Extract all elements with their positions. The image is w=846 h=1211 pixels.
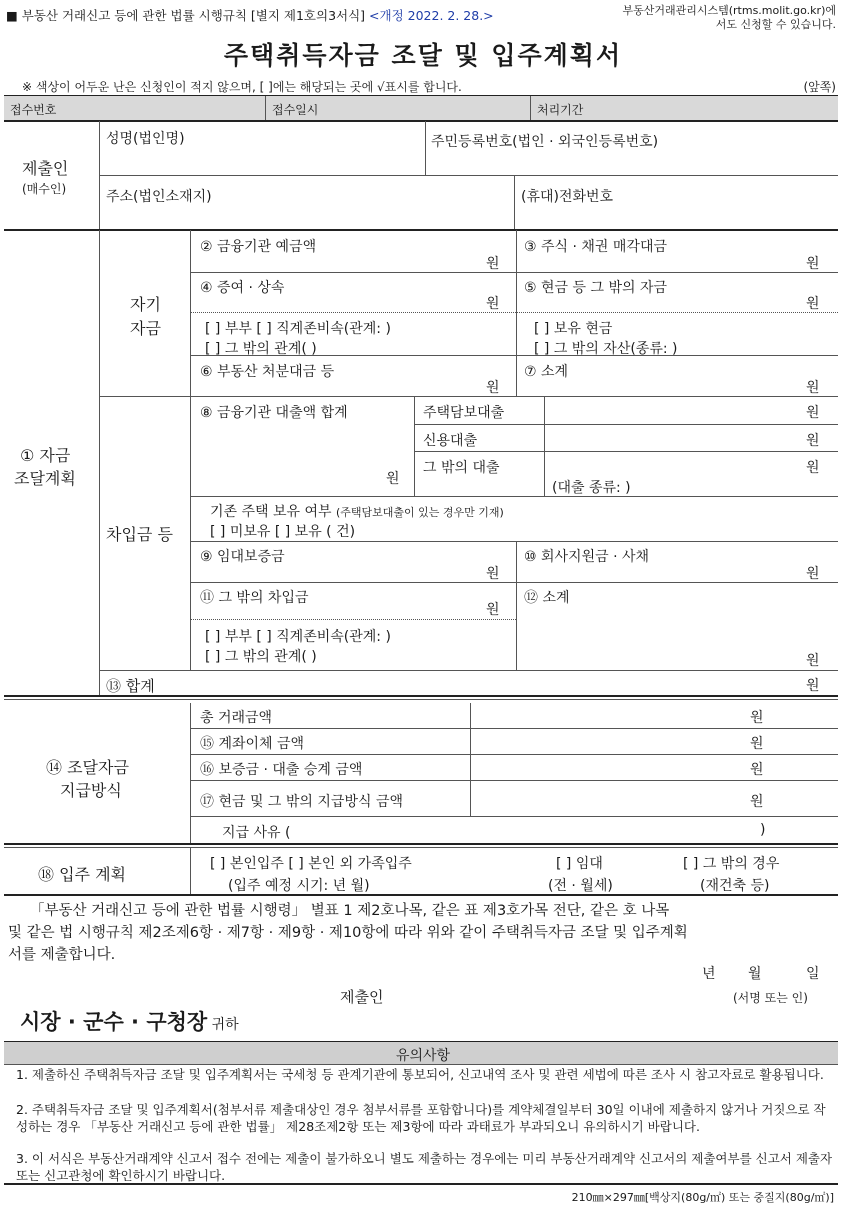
rule [4, 120, 838, 122]
rule [425, 121, 426, 175]
rule [4, 699, 838, 700]
transfer-amount-field[interactable]: ⑮ 계좌이체 금액 [200, 736, 305, 752]
submitter-sub: (매수인) [22, 182, 67, 196]
funding-label-2: 조달계획 [14, 469, 76, 488]
rule [4, 843, 838, 845]
gift-other-relation-checkbox[interactable]: [ ] 그 밖의 관계( ) [205, 341, 317, 357]
won-unit: 원 [750, 794, 764, 810]
system-note-line-1: 부동산거래관리시스템(rtms.molit.go.kr)에 [622, 4, 836, 17]
deposit-loan-field[interactable]: ⑯ 보증금 · 대출 승계 금액 [200, 762, 363, 778]
rule [516, 541, 517, 670]
won-unit: 원 [750, 736, 764, 752]
note-item-3: 3. 이 서식은 부동산거래계약 신고서 접수 전에는 제출이 불가하오니 별도 제출하는 경우에는 미리 부동산거래계약 신고서의 제출여부를 신고서 제출자 또는 신고관청에 확인하시기 바랍니다. [16, 1151, 833, 1183]
lease-deposit-field[interactable]: ⑨ 임대보증금 [200, 549, 285, 565]
move-in-label: ⑱ 입주 계획 [38, 865, 126, 884]
loan-type-field[interactable]: (대출 종류: ) [552, 480, 631, 496]
won-unit: 원 [486, 380, 500, 396]
borrow-subtotal-field[interactable]: ⑫ 소계 [524, 590, 570, 606]
rent-checkbox[interactable]: [ ] 임대 [556, 856, 603, 872]
borrowing-label: 차입금 등 [106, 525, 173, 544]
won-unit: 원 [386, 471, 400, 487]
self-move-in-checkboxes[interactable]: [ ] 본인입주 [ ] 본인 외 가족입주 [210, 856, 412, 872]
realestate-field[interactable]: ⑥ 부동산 처분대금 등 [200, 364, 335, 380]
rule [190, 780, 838, 781]
gift-field[interactable]: ④ 증여 · 상속 [200, 280, 285, 296]
rule [190, 728, 838, 729]
move-in-date-field[interactable]: (입주 예정 시기: 년 월) [228, 878, 370, 894]
other-borrowing-field[interactable]: ⑪ 그 밖의 차입금 [200, 590, 309, 606]
instruction-note: ※ 색상이 어두운 난은 신청인이 적지 않으며, [ ]에는 해당되는 곳에 √표시를 합니다. [22, 80, 462, 94]
date-month[interactable]: 월 [748, 966, 762, 982]
rent-sub: (전 · 월세) [548, 878, 613, 894]
rule [4, 1183, 838, 1185]
cash-held-checkbox[interactable]: [ ] 보유 현금 [534, 321, 613, 337]
borrow-relation-checkboxes[interactable]: [ ] 부부 [ ] 직계존비속(관계: ) [205, 629, 391, 645]
receipt-date-label: 접수일시 [272, 103, 319, 117]
note-item-1: 1. 제출하신 주택취득자금 조달 및 입주계획서는 국세청 등 관계기관에 통보되어, 신고내역 조사 및 관련 세법에 따른 조사 시 참고자료로 활용됩니다. [16, 1067, 824, 1082]
total-field[interactable]: ⑬ 합계 [106, 677, 155, 695]
company-loan-field[interactable]: ⑩ 회사지원금 · 사채 [524, 549, 650, 565]
won-unit: 원 [806, 405, 820, 421]
rule [190, 754, 838, 755]
borrow-other-relation-checkbox[interactable]: [ ] 그 밖의 관계( ) [205, 649, 317, 665]
won-unit: 원 [806, 460, 820, 476]
system-note [622, 4, 836, 32]
rule [99, 175, 838, 176]
addressee [20, 1006, 239, 1036]
receipt-row [4, 96, 838, 120]
rule [470, 703, 471, 816]
own-funds-label-1: 자기 [130, 295, 161, 314]
rule [99, 670, 838, 671]
processing-period-label: 처리기간 [537, 103, 584, 117]
form-title: 주택취득자금 조달 및 입주계획서 [223, 41, 623, 70]
won-unit: 원 [806, 380, 820, 396]
payment-label-2: 지급방식 [60, 781, 122, 800]
won-unit: 원 [486, 566, 500, 582]
addressee-suffix: 귀하 [211, 1017, 239, 1033]
submitter-label: 제출인 [22, 159, 69, 178]
rule [190, 496, 838, 497]
other-case-sub: (재건축 등) [700, 878, 770, 894]
won-unit: 원 [806, 653, 820, 669]
rule [4, 229, 838, 231]
cash-payment-field[interactable]: ⑰ 현금 및 그 밖의 지급방식 금액 [200, 794, 403, 810]
sign-note[interactable]: (서명 또는 인) [733, 991, 808, 1005]
address-field-label[interactable]: 주소(법인소재지) [106, 189, 212, 205]
rule [516, 230, 517, 396]
won-unit: 원 [486, 602, 500, 618]
won-unit: 원 [486, 296, 500, 312]
other-case-checkbox[interactable]: [ ] 그 밖의 경우 [683, 856, 780, 872]
own-funds-label-2: 자금 [130, 319, 161, 338]
rule [190, 272, 838, 273]
mortgage-label: 주택담보대출 [423, 405, 505, 421]
addressee-title: 시장 · 군수 · 구청장 [20, 1010, 208, 1034]
rule [190, 312, 838, 313]
house-own-row [210, 501, 504, 521]
rule [190, 355, 838, 356]
won-unit: 원 [806, 433, 820, 449]
credit-loan-label: 신용대출 [423, 433, 478, 449]
house-own-label: 기존 주택 보유 여부 [210, 504, 332, 520]
system-note-line-2: 서도 신청할 수 있습니다. [715, 18, 836, 31]
total-amount-field[interactable]: 총 거래금액 [200, 710, 273, 726]
other-loan-label: 그 밖의 대출 [423, 460, 500, 476]
gift-relation-checkboxes[interactable]: [ ] 부부 [ ] 직계존비속(관계: ) [205, 321, 391, 337]
statement-line-2: 및 같은 법 시행규칙 제2조제6항 · 제7항 · 제9항 · 제10항에 따라 위와 같이 주택취득자금 조달 및 입주계획 [8, 925, 688, 941]
rule [414, 424, 838, 425]
rule [414, 396, 415, 496]
id-number-field-label[interactable]: 주민등록번호(법인 · 외국인등록번호) [431, 134, 659, 150]
cash-field[interactable]: ⑤ 현금 등 그 밖의 자금 [524, 280, 667, 296]
rule [530, 96, 531, 120]
legal-basis [6, 6, 494, 24]
rule [190, 541, 838, 542]
signer-label: 제출인 [340, 988, 384, 1006]
rule [265, 96, 266, 120]
won-unit: 원 [806, 678, 820, 694]
rule [190, 816, 838, 817]
won-unit: 원 [486, 256, 500, 272]
notes-title: 유의사항 [395, 1048, 451, 1064]
revision-date: <개정 2022. 2. 28.> [369, 8, 494, 23]
rule [190, 230, 191, 670]
rule [4, 847, 838, 848]
rule [4, 1064, 838, 1065]
rule [4, 894, 838, 896]
rule [544, 396, 545, 496]
loan-total-field[interactable]: ⑧ 금융기관 대출액 합계 [200, 405, 348, 421]
house-own-note: (주택담보대출이 있는 경우만 기재) [336, 506, 504, 519]
rule [190, 619, 516, 620]
receipt-number-label: 접수번호 [10, 103, 57, 117]
own-subtotal-field[interactable]: ⑦ 소계 [524, 364, 569, 380]
rule [514, 175, 515, 229]
paper-spec: 210㎜×297㎜[백상지(80g/㎡) 또는 중질지(80g/㎡)] [571, 1191, 834, 1204]
date-day[interactable]: 일 [806, 966, 820, 982]
payment-label-1: ⑭ 조달자금 [46, 758, 129, 777]
won-unit: 원 [806, 566, 820, 582]
rule [414, 451, 838, 452]
date-year[interactable]: 년 [702, 966, 716, 982]
other-asset-checkbox[interactable]: [ ] 그 밖의 자산(종류: ) [534, 341, 678, 357]
phone-field-label[interactable]: (휴대)전화번호 [521, 189, 614, 205]
deposit-field[interactable]: ② 금융기관 예금액 [200, 239, 317, 255]
name-field-label[interactable]: 성명(법인명) [106, 131, 185, 147]
statement-line-1: 「부동산 거래신고 등에 관한 법률 시행령」 별표 1 제2호나목, 같은 표 제3호가목 전단, 같은 호 나목 [30, 903, 670, 919]
won-unit: 원 [750, 762, 764, 778]
rule [190, 848, 191, 894]
won-unit: 원 [806, 256, 820, 272]
won-unit: 원 [750, 710, 764, 726]
rule [190, 703, 191, 843]
won-unit: 원 [806, 296, 820, 312]
payment-reason-field[interactable]: 지급 사유 ( [222, 825, 291, 841]
payment-reason-end: ) [760, 822, 766, 838]
legal-basis-text: ■ 부동산 거래신고 등에 관한 법률 시행규칙 [별지 제1호의3서식] [6, 8, 366, 23]
stock-field[interactable]: ③ 주식 · 채권 매각대금 [524, 239, 667, 255]
rule [4, 695, 838, 697]
rule [99, 230, 100, 695]
house-own-checkboxes[interactable]: [ ] 미보유 [ ] 보유 ( 건) [210, 524, 356, 540]
page-side: (앞쪽) [803, 80, 836, 94]
funding-label-1: ① 자금 [20, 446, 71, 465]
rule [99, 396, 838, 397]
rule [190, 582, 838, 583]
note-item-2: 2. 주택취득자금 조달 및 입주계획서(첨부서류 제출대상인 경우 첨부서류를 포함합니다)를 계약체결일부터 30일 이내에 제출하지 않거나 거짓으로 작성하는 경우 「부동산 거래신고 등에 관한 법률」 제28조제2항 또는 제3항에 따라 과태료가 부과되오니 유의하시기 바랍니다. [16, 1102, 826, 1134]
statement-line-3: 서를 제출합니다. [8, 947, 116, 963]
